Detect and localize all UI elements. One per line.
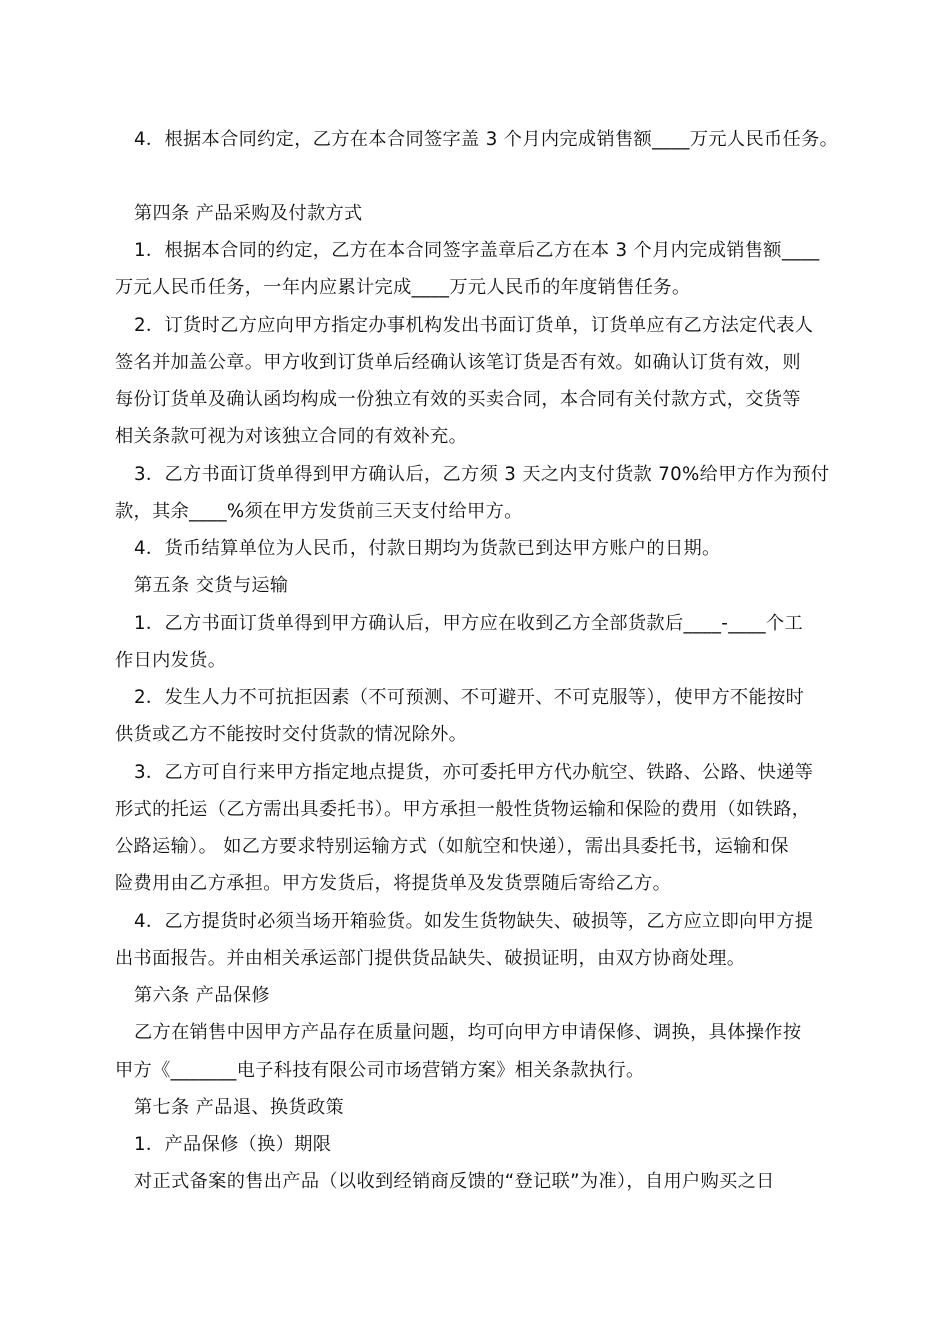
article-5-item-3-line-2: 形式的托运（乙方需出具委托书）。甲方承担一般性货物运输和保险的费用（如铁路， <box>115 799 811 820</box>
article-6-text-line-1: 乙方在销售中因甲方产品存在质量问题，均可向甲方申请保修、调换，具体操作按 <box>134 1022 802 1043</box>
article-4-item-2-line-4: 相关条款可视为对该独立合同的有效补充。 <box>115 426 468 447</box>
article-7-item-1-text-line-1: 对正式备案的售出产品（以收到经销商反馈的“登记联”为准），自用户购买之日 <box>134 1171 775 1192</box>
article-5-item-3-line-1: 3．乙方可自行来甲方指定地点提货，亦可委托甲方代办航空、铁路、公路、快递等 <box>134 762 814 783</box>
article-6-heading: 第六条 产品保修 <box>134 985 270 1006</box>
article-4-heading: 第四条 产品采购及付款方式 <box>134 203 363 224</box>
article-5-item-4-line-1: 4．乙方提货时必须当场开箱验货。如发生货物缺失、破损等，乙方应立即向甲方提 <box>134 911 814 932</box>
article-5-item-2-line-1: 2．发生人力不可抗拒因素（不可预测、不可避开、不可克服等），使甲方不能按时 <box>134 687 805 708</box>
article-4-item-3-line-2: 款，其余____%须在甲方发货前三天支付给甲方。 <box>115 501 523 522</box>
article-5-item-1-line-1: 1．乙方书面订货单得到甲方确认后，甲方应在收到乙方全部货款后____-____个工 <box>134 613 804 634</box>
article-5-item-1-line-2: 作日内发货。 <box>115 650 227 671</box>
article-4-item-1-line-2: 万元人民币任务，一年内应累计完成____万元人民币的年度销售任务。 <box>115 277 691 298</box>
article-5-heading: 第五条 交货与运输 <box>134 575 289 596</box>
article-5-item-3-line-4: 险费用由乙方承担。甲方发货后，将提货单及发货票随后寄给乙方。 <box>115 873 672 894</box>
article-7-item-1-title: 1．产品保修（换）期限 <box>134 1134 332 1155</box>
article-4-item-3-line-1: 3．乙方书面订货单得到甲方确认后，乙方须 3 天之内支付货款 70%给甲方作为预付 <box>134 464 830 485</box>
article-7-heading: 第七条 产品退、换货政策 <box>134 1097 345 1118</box>
article-4-item-2-line-1: 2．订货时乙方应向甲方指定办事机构发出书面订货单，订货单应有乙方法定代表人 <box>134 315 814 336</box>
article-4-item-1-line-1: 1．根据本合同的约定，乙方在本合同签字盖章后乙方在本 3 个月内完成销售额____ <box>134 240 820 261</box>
article-4-item-4: 4．货币结算单位为人民币，付款日期均为货款已到达甲方账户的日期。 <box>134 538 721 559</box>
article-5-item-4-line-2: 出书面报告。并由相关承运部门提供货品缺失、破损证明，由双方协商处理。 <box>115 948 746 969</box>
article-5-item-3-line-3: 公路运输）。 如乙方要求特别运输方式（如航空和快递），需出具委托书，运输和保 <box>115 836 789 857</box>
article-5-item-2-line-2: 供货或乙方不能按时交付货款的情况除外。 <box>115 724 468 745</box>
clause-3-item-4: 4．根据本合同约定，乙方在本合同签字盖 3 个月内完成销售额____万元人民币任务。 <box>134 129 839 150</box>
article-6-text-line-2: 甲方《_______电子科技有限公司市场营销方案》相关条款执行。 <box>115 1060 645 1081</box>
article-4-item-2-line-2: 签名并加盖公章。甲方收到订货单后经确认该笔订货是否有效。如确认订货有效，则 <box>115 352 801 373</box>
article-4-item-2-line-3: 每份订货单及确认函均构成一份独立有效的买卖合同，本合同有关付款方式，交货等 <box>115 389 801 410</box>
